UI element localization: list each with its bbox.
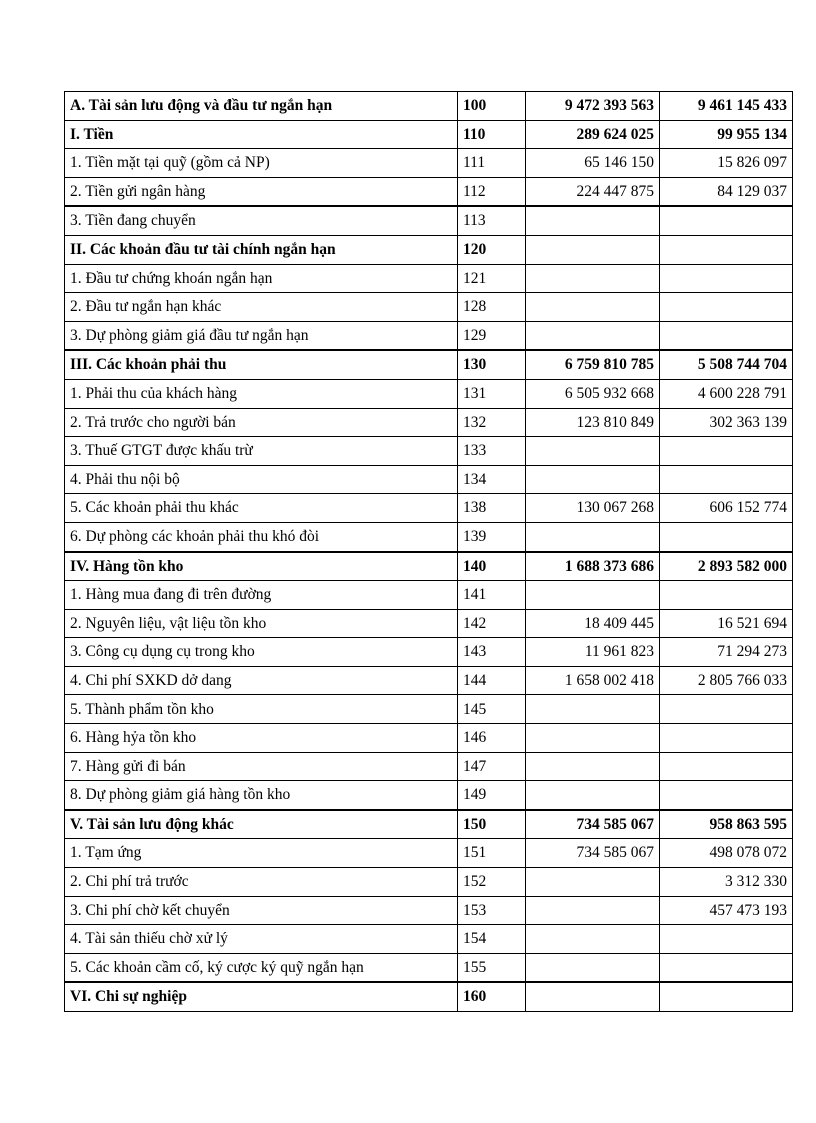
row-value-previous-cell bbox=[660, 695, 793, 724]
row-value-current-cell bbox=[526, 925, 660, 954]
row-value-current-cell: 130 067 268 bbox=[526, 494, 660, 523]
table-row bbox=[65, 264, 793, 293]
row-code-cell: 113 bbox=[458, 206, 526, 235]
row-code-cell: 133 bbox=[458, 437, 526, 466]
row-value-previous-cell: 457 473 193 bbox=[660, 896, 793, 925]
table-row bbox=[65, 953, 793, 982]
row-code-cell: 129 bbox=[458, 321, 526, 350]
row-value-previous-cell bbox=[660, 293, 793, 322]
table-row bbox=[65, 350, 793, 379]
table-row bbox=[65, 839, 793, 868]
row-label-cell: 4. Chi phí SXKD dở dang bbox=[65, 666, 458, 695]
table-row bbox=[65, 293, 793, 322]
row-value-current-cell bbox=[526, 235, 660, 264]
row-value-current-cell bbox=[526, 781, 660, 810]
row-code-cell: 128 bbox=[458, 293, 526, 322]
row-label-cell: 5. Các khoản phải thu khác bbox=[65, 494, 458, 523]
row-label-cell: 5. Thành phẩm tồn kho bbox=[65, 695, 458, 724]
row-code-cell: 134 bbox=[458, 465, 526, 494]
table-row bbox=[65, 638, 793, 667]
row-code-cell: 140 bbox=[458, 552, 526, 581]
row-value-current-cell bbox=[526, 522, 660, 551]
balance-sheet-body bbox=[65, 92, 793, 1012]
table-row bbox=[65, 752, 793, 781]
table-row bbox=[65, 465, 793, 494]
row-label-cell: 5. Các khoản cầm cố, ký cược ký quỹ ngắn hạn bbox=[65, 953, 458, 982]
row-code-cell: 120 bbox=[458, 235, 526, 264]
row-value-previous-cell: 606 152 774 bbox=[660, 494, 793, 523]
row-value-current-cell: 1 688 373 686 bbox=[526, 552, 660, 581]
table-row bbox=[65, 149, 793, 178]
row-label-cell: 4. Tài sản thiếu chờ xử lý bbox=[65, 925, 458, 954]
row-value-previous-cell bbox=[660, 522, 793, 551]
row-label-cell: 2. Đầu tư ngắn hạn khác bbox=[65, 293, 458, 322]
row-code-cell: 154 bbox=[458, 925, 526, 954]
row-label-cell: 1. Tiền mặt tại quỹ (gồm cả NP) bbox=[65, 149, 458, 178]
row-label-cell: 2. Chi phí trả trước bbox=[65, 868, 458, 897]
row-value-current-cell bbox=[526, 868, 660, 897]
row-code-cell: 112 bbox=[458, 177, 526, 206]
row-label-cell: IV. Hàng tồn kho bbox=[65, 552, 458, 581]
row-label-cell: 2. Nguyên liệu, vật liệu tồn kho bbox=[65, 609, 458, 638]
row-value-previous-cell: 2 805 766 033 bbox=[660, 666, 793, 695]
row-label-cell: V. Tài sản lưu động khác bbox=[65, 810, 458, 839]
row-value-previous-cell bbox=[660, 465, 793, 494]
balance-sheet-table bbox=[64, 91, 793, 1012]
row-value-previous-cell bbox=[660, 235, 793, 264]
row-value-previous-cell: 71 294 273 bbox=[660, 638, 793, 667]
row-value-current-cell bbox=[526, 752, 660, 781]
row-code-cell: 150 bbox=[458, 810, 526, 839]
row-value-current-cell: 224 447 875 bbox=[526, 177, 660, 206]
row-value-current-cell: 18 409 445 bbox=[526, 609, 660, 638]
row-code-cell: 152 bbox=[458, 868, 526, 897]
table-row bbox=[65, 982, 793, 1011]
row-value-previous-cell bbox=[660, 581, 793, 610]
row-value-previous-cell bbox=[660, 264, 793, 293]
table-row bbox=[65, 781, 793, 810]
row-value-previous-cell: 15 826 097 bbox=[660, 149, 793, 178]
table-row bbox=[65, 206, 793, 235]
row-value-previous-cell bbox=[660, 724, 793, 753]
row-code-cell: 142 bbox=[458, 609, 526, 638]
row-value-current-cell bbox=[526, 465, 660, 494]
row-value-current-cell: 6 505 932 668 bbox=[526, 379, 660, 408]
row-code-cell: 160 bbox=[458, 982, 526, 1011]
row-label-cell: 3. Tiền đang chuyển bbox=[65, 206, 458, 235]
table-row bbox=[65, 494, 793, 523]
row-value-previous-cell bbox=[660, 982, 793, 1011]
row-label-cell: 3. Thuế GTGT được khấu trừ bbox=[65, 437, 458, 466]
row-value-current-cell: 289 624 025 bbox=[526, 120, 660, 149]
row-label-cell: A. Tài sản lưu động và đầu tư ngắn hạn bbox=[65, 92, 458, 121]
row-label-cell: 6. Hàng hỷa tồn kho bbox=[65, 724, 458, 753]
row-value-previous-cell: 498 078 072 bbox=[660, 839, 793, 868]
table-row bbox=[65, 522, 793, 551]
row-value-previous-cell: 5 508 744 704 bbox=[660, 350, 793, 379]
row-value-previous-cell: 16 521 694 bbox=[660, 609, 793, 638]
row-value-current-cell bbox=[526, 206, 660, 235]
table-row bbox=[65, 896, 793, 925]
row-value-current-cell: 6 759 810 785 bbox=[526, 350, 660, 379]
row-value-previous-cell: 2 893 582 000 bbox=[660, 552, 793, 581]
row-code-cell: 149 bbox=[458, 781, 526, 810]
row-label-cell: 2. Tiền gửi ngân hàng bbox=[65, 177, 458, 206]
table-row bbox=[65, 724, 793, 753]
row-value-current-cell: 11 961 823 bbox=[526, 638, 660, 667]
row-label-cell: I. Tiền bbox=[65, 120, 458, 149]
table-row bbox=[65, 868, 793, 897]
row-value-previous-cell: 9 461 145 433 bbox=[660, 92, 793, 121]
row-value-previous-cell: 99 955 134 bbox=[660, 120, 793, 149]
row-code-cell: 132 bbox=[458, 408, 526, 437]
table-row bbox=[65, 695, 793, 724]
row-label-cell: II. Các khoản đầu tư tài chính ngắn hạn bbox=[65, 235, 458, 264]
row-value-previous-cell: 4 600 228 791 bbox=[660, 379, 793, 408]
row-value-current-cell: 65 146 150 bbox=[526, 149, 660, 178]
table-row bbox=[65, 552, 793, 581]
row-value-previous-cell bbox=[660, 925, 793, 954]
row-label-cell: 8. Dự phòng giảm giá hàng tồn kho bbox=[65, 781, 458, 810]
row-value-current-cell bbox=[526, 695, 660, 724]
row-code-cell: 100 bbox=[458, 92, 526, 121]
row-code-cell: 151 bbox=[458, 839, 526, 868]
table-row bbox=[65, 408, 793, 437]
row-value-previous-cell bbox=[660, 437, 793, 466]
row-label-cell: 1. Phải thu của khách hàng bbox=[65, 379, 458, 408]
row-code-cell: 144 bbox=[458, 666, 526, 695]
table-row bbox=[65, 177, 793, 206]
row-label-cell: 6. Dự phòng các khoản phải thu khó đòi bbox=[65, 522, 458, 551]
row-value-previous-cell: 302 363 139 bbox=[660, 408, 793, 437]
row-value-current-cell bbox=[526, 724, 660, 753]
row-value-current-cell bbox=[526, 581, 660, 610]
table-row bbox=[65, 379, 793, 408]
row-code-cell: 147 bbox=[458, 752, 526, 781]
row-label-cell: 3. Công cụ dụng cụ trong kho bbox=[65, 638, 458, 667]
row-value-current-cell bbox=[526, 293, 660, 322]
row-value-previous-cell: 958 863 595 bbox=[660, 810, 793, 839]
row-label-cell: III. Các khoản phải thu bbox=[65, 350, 458, 379]
table-row bbox=[65, 925, 793, 954]
row-value-current-cell bbox=[526, 264, 660, 293]
row-label-cell: 7. Hàng gửi đi bán bbox=[65, 752, 458, 781]
row-code-cell: 146 bbox=[458, 724, 526, 753]
row-code-cell: 111 bbox=[458, 149, 526, 178]
row-label-cell: 3. Dự phòng giảm giá đầu tư ngắn hạn bbox=[65, 321, 458, 350]
row-value-current-cell bbox=[526, 321, 660, 350]
row-value-previous-cell: 3 312 330 bbox=[660, 868, 793, 897]
row-value-current-cell: 734 585 067 bbox=[526, 839, 660, 868]
row-label-cell: VI. Chi sự nghiệp bbox=[65, 982, 458, 1011]
row-label-cell: 1. Hàng mua đang đi trên đường bbox=[65, 581, 458, 610]
table-row bbox=[65, 92, 793, 121]
row-code-cell: 121 bbox=[458, 264, 526, 293]
row-code-cell: 155 bbox=[458, 953, 526, 982]
row-value-current-cell bbox=[526, 896, 660, 925]
row-code-cell: 130 bbox=[458, 350, 526, 379]
row-code-cell: 110 bbox=[458, 120, 526, 149]
table-row bbox=[65, 321, 793, 350]
row-label-cell: 2. Trả trước cho người bán bbox=[65, 408, 458, 437]
table-row bbox=[65, 120, 793, 149]
row-value-previous-cell bbox=[660, 321, 793, 350]
row-label-cell: 1. Đầu tư chứng khoán ngắn hạn bbox=[65, 264, 458, 293]
row-value-previous-cell bbox=[660, 781, 793, 810]
row-value-current-cell bbox=[526, 437, 660, 466]
row-code-cell: 139 bbox=[458, 522, 526, 551]
table-row bbox=[65, 609, 793, 638]
table-row bbox=[65, 810, 793, 839]
row-label-cell: 4. Phải thu nội bộ bbox=[65, 465, 458, 494]
row-value-current-cell: 9 472 393 563 bbox=[526, 92, 660, 121]
row-label-cell: 1. Tạm ứng bbox=[65, 839, 458, 868]
row-value-current-cell: 1 658 002 418 bbox=[526, 666, 660, 695]
table-row bbox=[65, 666, 793, 695]
row-value-previous-cell: 84 129 037 bbox=[660, 177, 793, 206]
row-value-previous-cell bbox=[660, 752, 793, 781]
table-row bbox=[65, 235, 793, 264]
row-code-cell: 138 bbox=[458, 494, 526, 523]
row-label-cell: 3. Chi phí chờ kết chuyển bbox=[65, 896, 458, 925]
row-value-previous-cell bbox=[660, 953, 793, 982]
row-code-cell: 153 bbox=[458, 896, 526, 925]
row-value-current-cell: 734 585 067 bbox=[526, 810, 660, 839]
row-code-cell: 141 bbox=[458, 581, 526, 610]
row-code-cell: 145 bbox=[458, 695, 526, 724]
row-value-current-cell bbox=[526, 982, 660, 1011]
row-value-previous-cell bbox=[660, 206, 793, 235]
table-row bbox=[65, 581, 793, 610]
table-row bbox=[65, 437, 793, 466]
row-code-cell: 143 bbox=[458, 638, 526, 667]
row-code-cell: 131 bbox=[458, 379, 526, 408]
row-value-current-cell: 123 810 849 bbox=[526, 408, 660, 437]
row-value-current-cell bbox=[526, 953, 660, 982]
